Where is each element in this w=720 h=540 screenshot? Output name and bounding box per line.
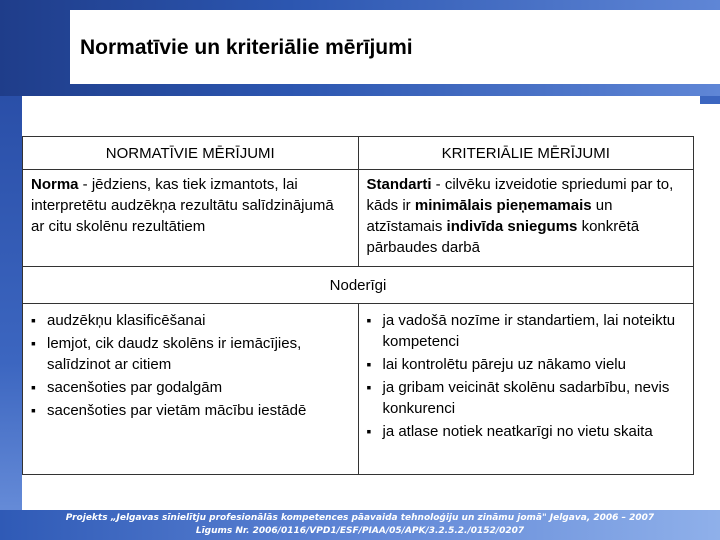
definition-standarti-bold1: minimālais pieņemamais — [414, 197, 592, 214]
right-uses-list — [367, 310, 686, 442]
slide-title: Normatīvie un kriteriālie mērījumi — [80, 36, 413, 59]
definition-standarti — [358, 170, 694, 267]
definition-standarti-part1: - cilvēku izveidotie spriedumi par to, kāds ir — [366, 176, 674, 214]
right-uses-cell — [358, 304, 694, 475]
definition-norma — [23, 170, 359, 267]
list-item: ▪ sacenšoties par godalgām — [31, 377, 350, 398]
list-item: ▪ lemjot, cik daudz skolēns ir iemācījies, salīdzinot ar citiem — [31, 333, 350, 375]
list-item: ▪ ja vadošā nozīme ir standartiem, lai noteiktu kompetenci — [367, 310, 686, 352]
section-noderigi: Noderīgi — [23, 267, 694, 304]
left-uses-cell — [23, 304, 359, 475]
term-standarti: Standarti — [366, 176, 432, 193]
comparison-table — [22, 136, 694, 475]
definition-standarti-bold2: indivīda sniegums — [446, 218, 578, 235]
title-box — [70, 10, 720, 84]
list-item: ▪ ja gribam veicināt skolēnu sadarbību, nevis konkurenci — [367, 377, 686, 419]
definition-norma-text: - jēdziens, kas tiek izmantots, lai interpretētu audzēkņa rezultātu salīdzinājumā ar citu skolēnu rezultātiem — [31, 176, 334, 235]
right-accent-strip — [700, 96, 720, 104]
left-uses-list — [31, 310, 350, 421]
list-item: ▪ lai kontrolētu pāreju uz nākamo vielu — [367, 354, 686, 375]
header-criterial: KRITERIĀLIE MĒRĪJUMI — [358, 137, 694, 170]
definition-standarti-part3: konkrētā pārbaudes darbā — [366, 218, 640, 256]
footer-project-line: Projekts „Jelgavas sīnielītju profesionālās kompetences pāavaida tehnoloģiju un zināmu jomā" Jelgava, 2006 – 2007 — [65, 513, 655, 523]
footer-contract-line: Līgums Nr. 2006/0116/VPD1/ESF/PIAA/05/APK/3.2.5.2./0152/0207 — [195, 526, 525, 536]
header-normative: NORMATĪVIE MĒRĪJUMI — [23, 137, 359, 170]
footer-band — [0, 510, 720, 540]
list-item: ▪ ja atlase notiek neatkarīgi no vietu skaita — [367, 421, 686, 442]
list-item: ▪ audzēkņu klasificēšanai — [31, 310, 350, 331]
term-norma: Norma — [31, 176, 79, 193]
definition-standarti-part2: un atzīstamais — [366, 197, 613, 235]
list-item: ▪ sacenšoties par vietām mācību iestādē — [31, 400, 350, 421]
left-accent-bar — [0, 96, 22, 540]
